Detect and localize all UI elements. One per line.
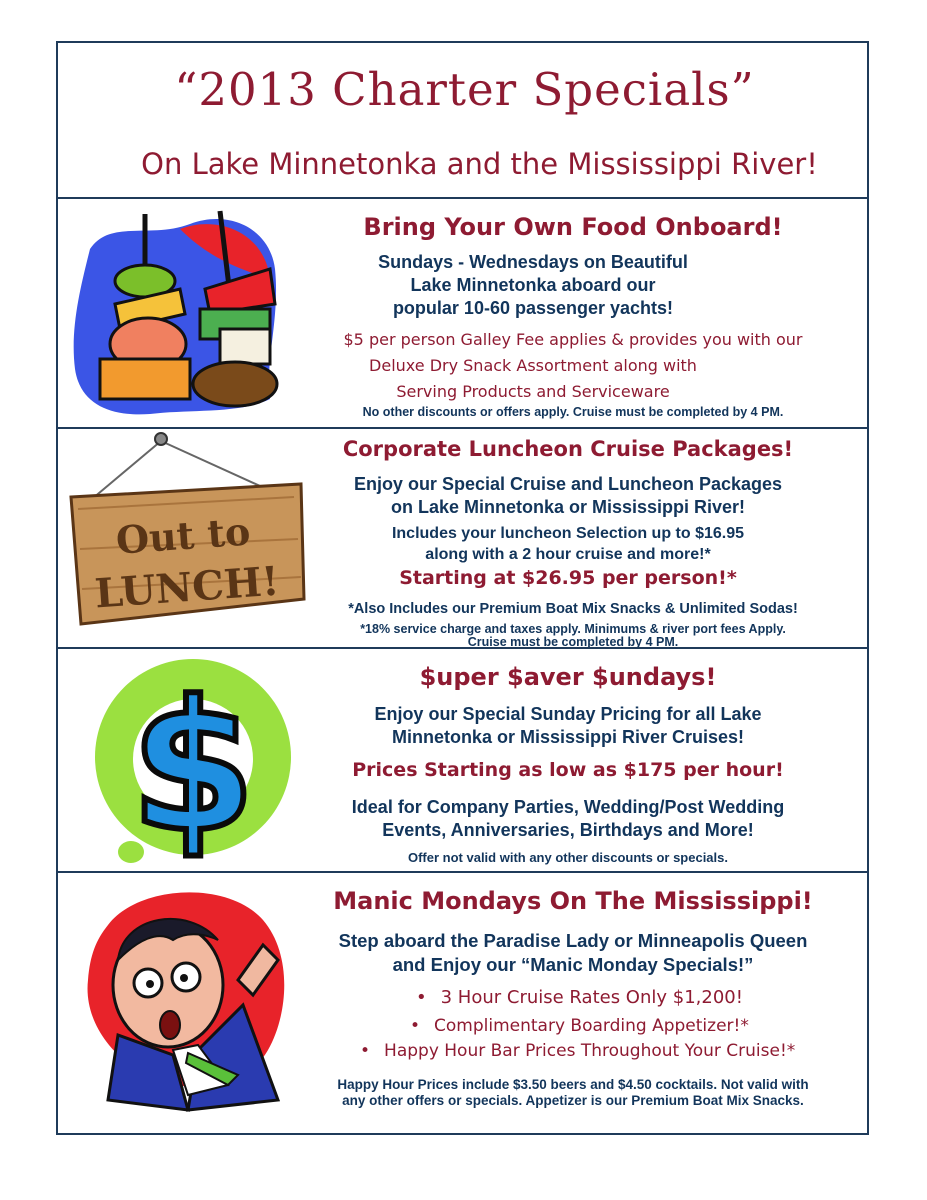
body-line: Enjoy our Special Cruise and Luncheon Packages [353,474,783,494]
sub-line: along with a 2 hour cruise and more!* [425,546,711,563]
fine-print: No other discounts or offers apply. Cruise must be completed by 4 PM. [362,405,784,419]
page-title: “2013 Charter Specials” [174,63,755,116]
section-heading: Corporate Luncheon Cruise Packages! [342,437,794,461]
body-line: and Enjoy our “Manic Monday Specials!” [392,954,754,975]
dollar-sign-icon [93,657,298,867]
body-line: Sundays - Wednesdays on Beautiful [378,252,688,272]
fine-print: Happy Hour Prices include $3.50 beers and $4.50 cocktails. Not valid with [337,1077,809,1092]
dollar-glyph: $ [130,663,256,867]
section-heading: $uper $aver $undays! [419,663,717,691]
sign-line: LUNCH! [93,557,281,618]
body-line: Minnetonka or Mississippi River Cruises! [391,727,745,747]
body-line: Enjoy our Special Sunday Pricing for all Lake [374,704,762,724]
section-heading: Bring Your Own Food Onboard! [363,213,783,241]
fine-print: Offer not valid with any other discounts or specials. [407,850,728,865]
section-manic-mondays [58,873,867,1135]
ideal-line: Ideal for Company Parties, Wedding/Post Wedding [351,797,785,817]
fine-print: Cruise must be completed by 4 PM. [467,635,679,649]
section-heading: Manic Mondays On The Mississippi! [333,887,813,915]
body-line: Lake Minnetonka aboard our [410,275,656,295]
list-item: • 3 Hour Cruise Rates Only $1,200! [416,987,743,1008]
out-to-lunch-sign-icon [66,429,306,639]
includes-line: *Also Includes our Premium Boat Mix Snacks & Unlimited Sodas! [348,601,798,617]
section-super-saver-sundays [58,649,867,871]
food-skewer-icon [70,209,280,419]
stressed-businessman-icon [78,885,298,1115]
detail-line: $5 per person Galley Fee applies & provides you with our [343,330,803,349]
section-corporate-luncheon [58,429,867,647]
sub-line: Includes your luncheon Selection up to $16.95 [391,525,745,542]
ideal-line: Events, Anniversaries, Birthdays and More! [382,820,754,840]
fine-print: any other offers or specials. Appetizer is our Premium Boat Mix Snacks. [342,1093,804,1108]
list-item: • Happy Hour Bar Prices Throughout Your Cruise!* [360,1041,795,1061]
page-subtitle: On Lake Minnetonka and the Mississippi River! [141,147,818,181]
fine-print: *18% service charge and taxes apply. Minimums & river port fees Apply. [360,622,786,636]
sign-line: Out to [114,508,252,563]
body-line: Step aboard the Paradise Lady or Minneapolis Queen [338,930,808,951]
section-bring-your-own-food [58,199,867,427]
detail-line: Serving Products and Serviceware [396,382,670,401]
body-line: popular 10-60 passenger yachts! [392,298,674,318]
price-line: Prices Starting as low as $175 per hour! [352,759,784,781]
price-line: Starting at $26.95 per person!* [399,567,737,589]
detail-line: Deluxe Dry Snack Assortment along with [369,356,697,375]
body-line: on Lake Minnetonka or Mississippi River! [390,497,746,517]
list-item: • Complimentary Boarding Appetizer!* [410,1016,749,1036]
flyer-frame [56,41,869,1135]
